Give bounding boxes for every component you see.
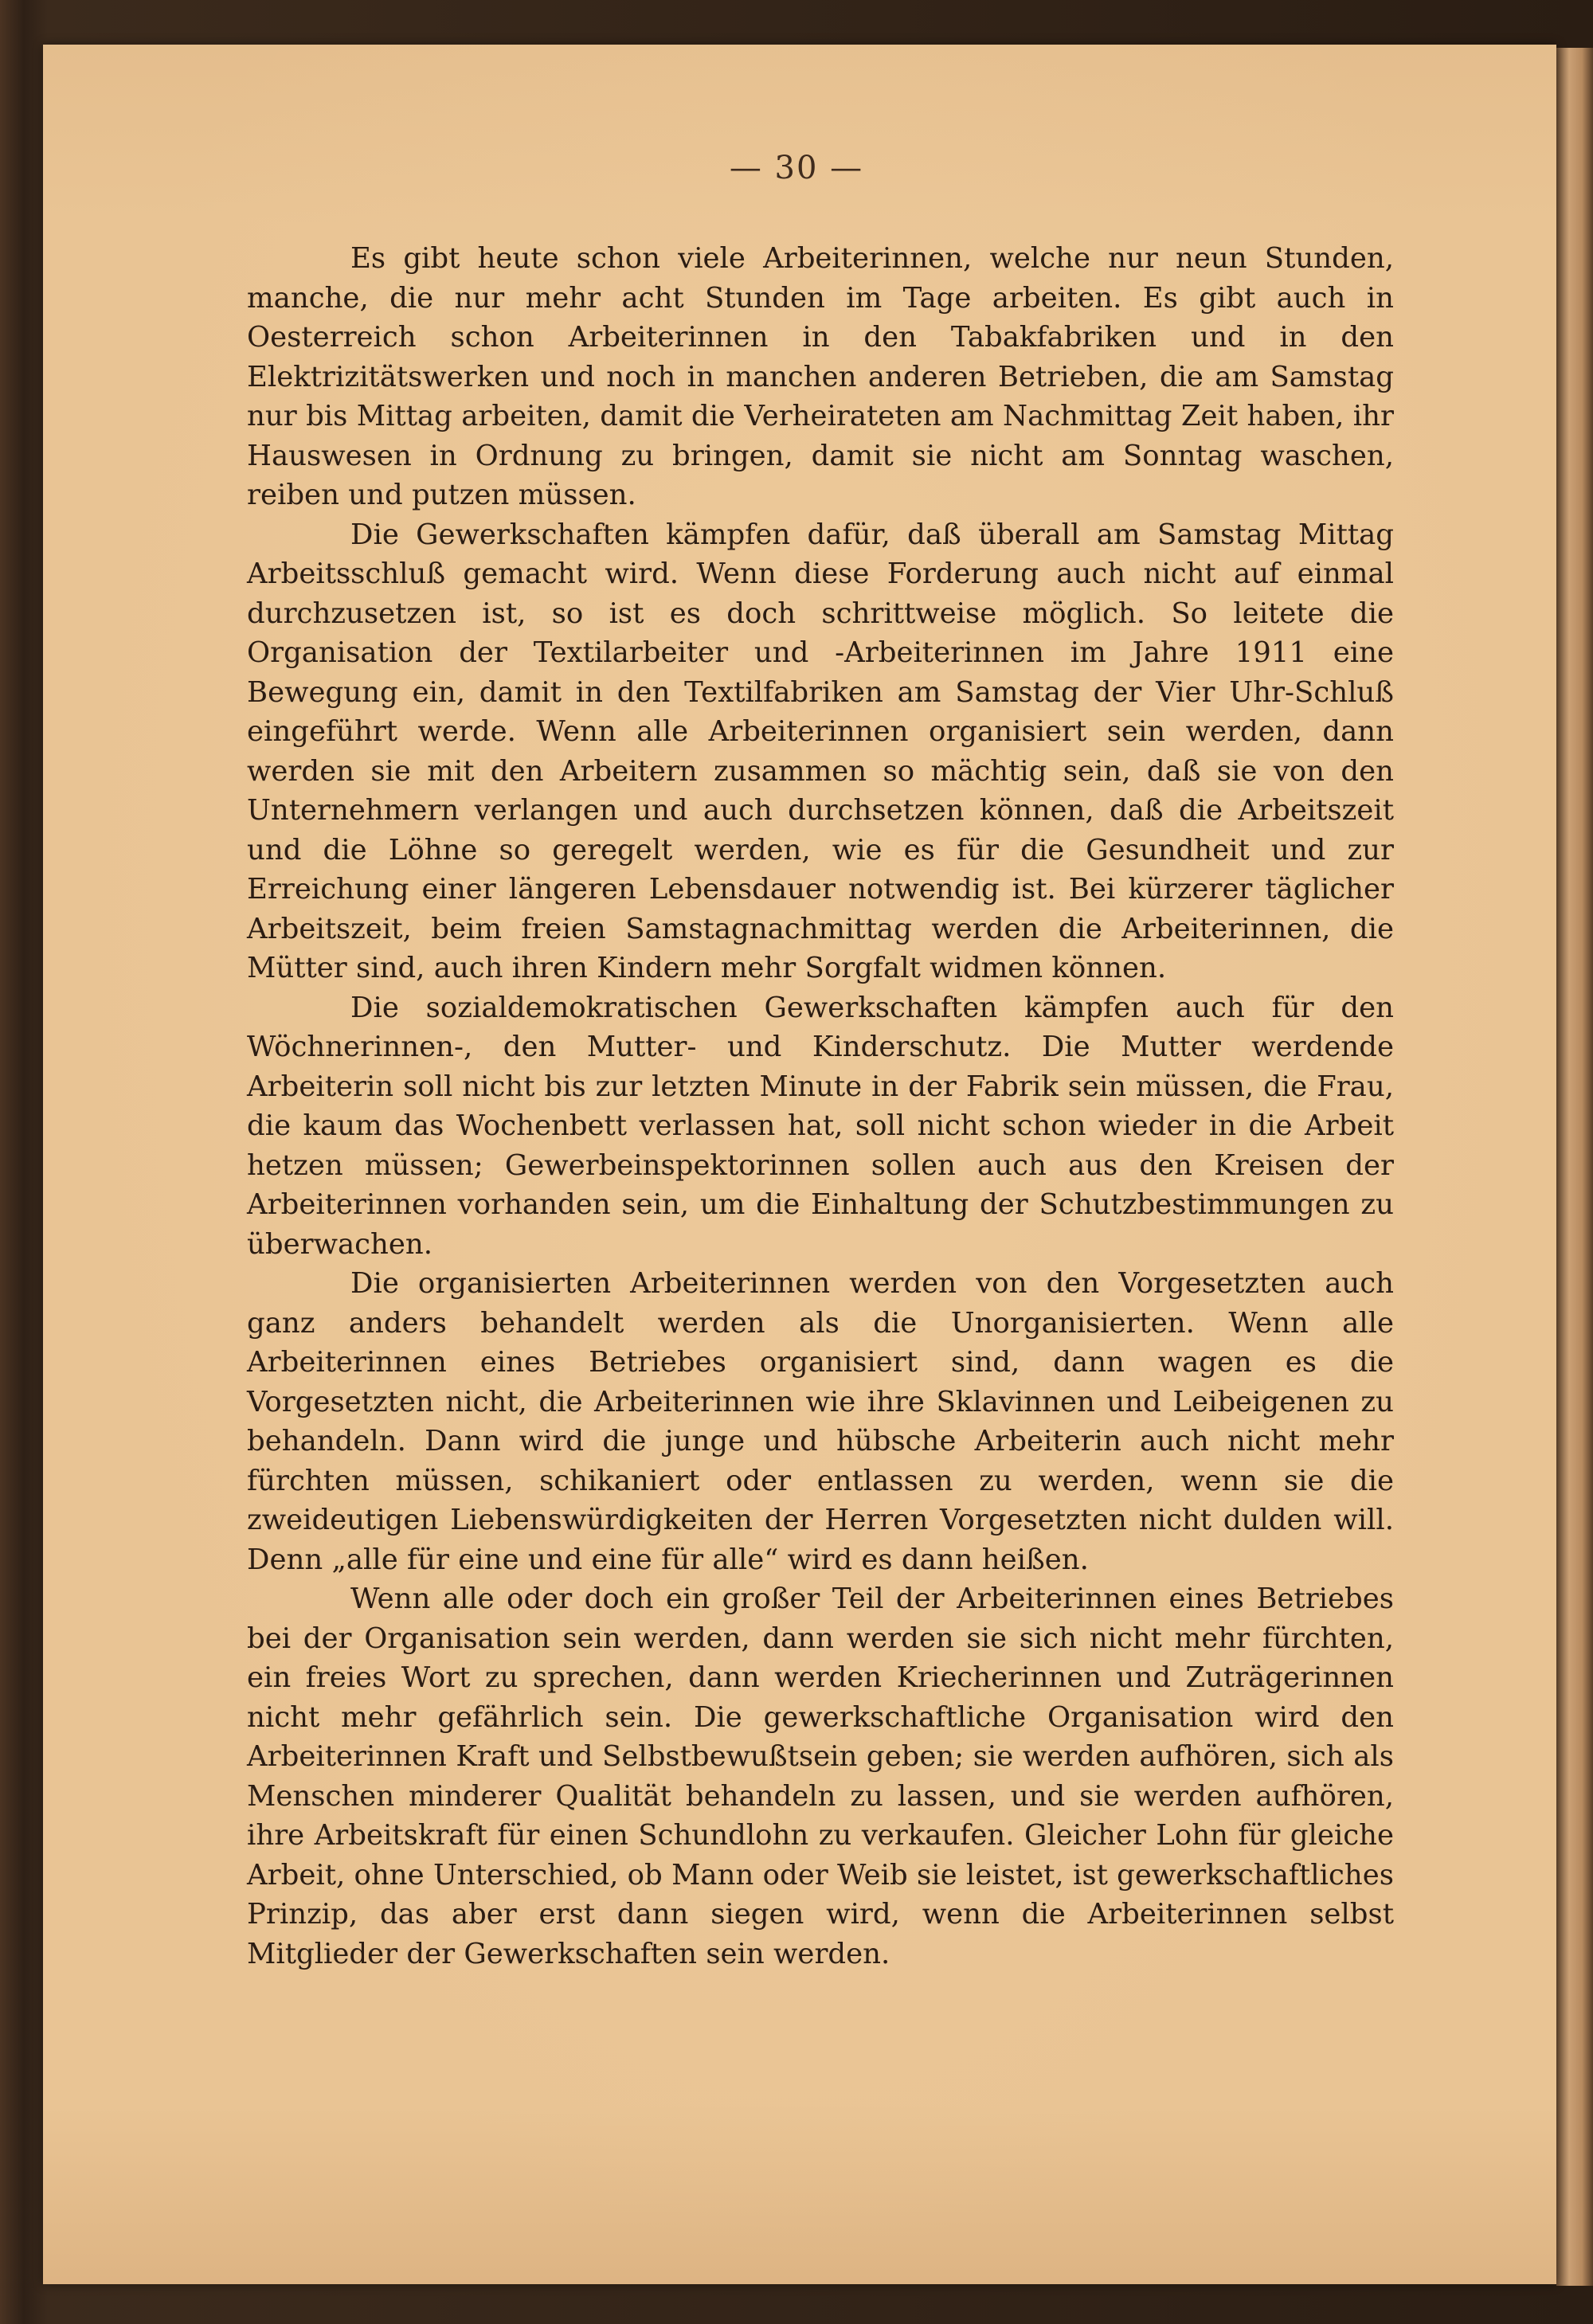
paragraph-working-hours: Es gibt heute schon viele Arbeiterinnen, welche nur neun Stunden, manche, die nur mehr acht Stunden im Tage arbeiten. Es gibt auch in Oesterreich schon Arbeiterinnen in den Tabakfabriken und in den Elektrizitätswerken und noch in manchen anderen Betrieben, die am Samstag nur bis Mittag arbeiten, damit die Verheirateten am Nachmittag Zeit haben, ihr Hauswesen in Ordnung zu bringen, damit sie nicht am Sonntag waschen, reiben und putzen müssen. [247,242,1394,511]
paragraph-saturday-closing: Die Gewerkschaften kämpfen dafür, daß überall am Samstag Mittag Arbeitsschluß gemacht wird. Wenn diese Forderung auch nicht auf einmal durchzusetzen ist, so ist es doch schrittweise möglich. So leitete die Organisation der Textilarbeiter und -Arbeiterinnen im Jahre 1911 eine Bewegung ein, damit in den Textilfabriken am Samstag der Vier Uhr-Schluß eingeführt werde. Wenn alle Arbeiterinnen organisiert sein werden, dann werden sie mit den Arbeitern zusammen so mächtig sein, daß sie von den Unternehmern verlangen und auch durchsetzen können, daß die Arbeitszeit und die Löhne so geregelt werden, wie es für die Gesundheit und zur Erreichung einer längeren Lebensdauer notwendig ist. Bei kürzerer täglicher Arbeitszeit, beim freien Samstagnachmittag werden die Arbeiterinnen, die Mütter sind, auch ihren Kindern mehr Sorgfalt widmen können. [247,518,1394,984]
paragraph-equal-pay: Wenn alle oder doch ein großer Teil der Arbeiterinnen eines Betriebes bei der Organisation sein werden, dann werden sie sich nicht mehr fürchten, ein freies Wort zu sprechen, dann werden Kriecherinnen und Zuträgerinnen nicht mehr gefährlich sein. Die gewerkschaftliche Organisation wird den Arbeiterinnen Kraft und Selbstbewußtsein geben; sie werden aufhören, sich als Menschen minderer Qualität behandeln zu lassen, und sie werden aufhören, ihre Arbeitskraft für einen Schundlohn zu verkaufen. Gleicher Lohn für gleiche Arbeit, ohne Unterschied, ob Mann oder Weib sie leistet, ist gewerkschaftliches Prinzip, das aber erst dann siegen wird, wenn die Arbeiterinnen selbst Mitglieder der Gewerkschaften sein werden. [247,1583,1394,1970]
page-number: — 30 — [729,150,864,186]
paragraph-treatment-by-superiors: Die organisierten Arbeiterinnen werden von den Vorgesetzten auch ganz anders behandelt werden als die Unorganisierten. Wenn alle Arbeiterinnen eines Betriebes organisiert sind, dann wagen es die Vorgesetzten nicht, die Arbeiterinnen wie ihre Sklavinnen und Leibeigenen zu behandeln. Dann wird die junge und hübsche Arbeiterin auch nicht mehr fürchten müssen, schikaniert oder entlassen zu werden, wenn sie die zweideutigen Liebenswürdigkeiten der Herren Vorgesetzten nicht dulden will. Denn „alle für eine und eine für alle“ wird es dann heißen. [247,1267,1394,1576]
paragraph-mother-protection: Die sozialdemokratischen Gewerkschaften kämpfen auch für den Wöchnerinnen-, den Mutter- und Kinderschutz. Die Mutter werdende Arbeiterin soll nicht bis zur letzten Minute in der Fabrik sein müssen, die Frau, die kaum das Wochenbett verlassen hat, soll nicht schon wieder in die Arbeit hetzen müssen; Gewerbeinspektorinnen sollen auch aus den Kreisen der Arbeiterinnen vorhanden sein, um die Einhaltung der Schutzbestimmungen zu überwachen. [247,991,1394,1261]
book-page-edge [1556,48,1593,2286]
body-text [247,239,1394,1974]
